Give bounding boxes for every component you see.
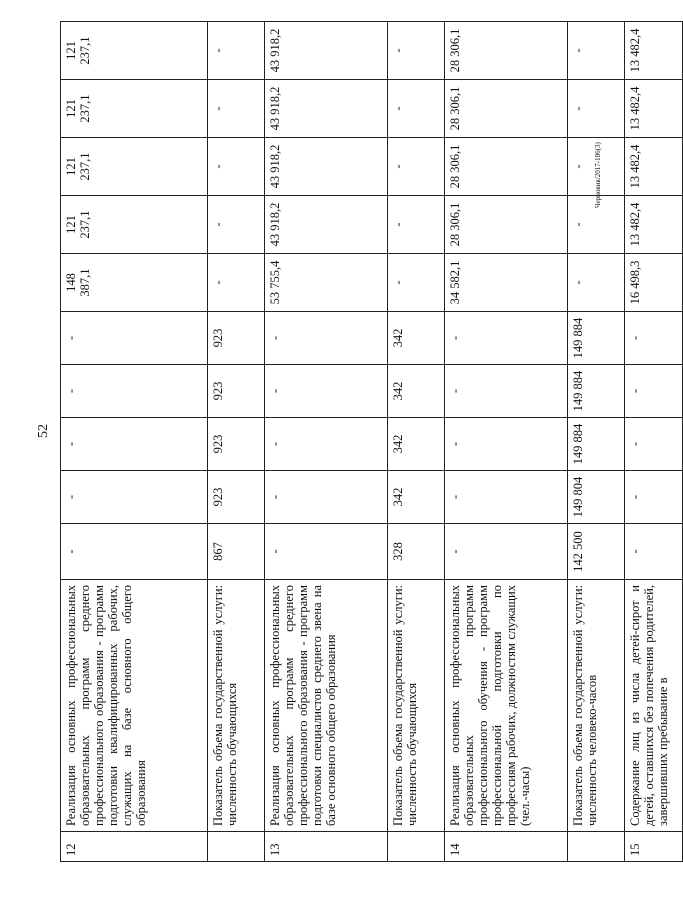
value-cell: - — [265, 418, 388, 471]
value-cell: 923 — [208, 471, 265, 524]
value-cell: 13 482,4 — [625, 138, 683, 196]
value-cell: 342 — [388, 418, 445, 471]
row-description: Реализация основных профессиональных образовательных программ профессионального обучения - программ профессиональной подготовки по профессиям рабочих, должностям служащих (чел.-часы) — [445, 580, 568, 832]
table-row — [61, 22, 208, 862]
value-cell: - — [265, 524, 388, 580]
value-cell: - — [568, 22, 625, 80]
value-cell: 43 918,2 — [265, 22, 388, 80]
value-cell: - — [445, 418, 568, 471]
value-cell: - — [568, 196, 625, 254]
value-cell: 13 482,4 — [625, 80, 683, 138]
value-cell: - — [265, 365, 388, 418]
row-index — [388, 832, 445, 862]
table-row — [388, 22, 445, 862]
value-cell: - — [388, 80, 445, 138]
value-cell: - — [568, 254, 625, 312]
value-cell: - — [208, 138, 265, 196]
value-cell: 28 306,1 — [445, 196, 568, 254]
footer-code-text: Черновик/2017-186(3) — [594, 142, 602, 208]
value-cell: - — [625, 418, 683, 471]
row-description: Показатель объема государственной услуги: численность человеко-часов — [568, 580, 625, 832]
value-cell: - — [568, 138, 625, 196]
table-row — [568, 22, 625, 862]
value-cell: 121 237,1 — [61, 138, 208, 196]
value-cell: - — [61, 524, 208, 580]
value-cell: - — [61, 365, 208, 418]
row-index: 15 — [625, 832, 683, 862]
row-index — [208, 832, 265, 862]
value-cell: 16 498,3 — [625, 254, 683, 312]
value-cell: 43 918,2 — [265, 196, 388, 254]
table-body — [61, 22, 683, 862]
value-cell: - — [208, 196, 265, 254]
row-index: 12 — [61, 832, 208, 862]
value-cell: 923 — [208, 365, 265, 418]
value-cell: 149 884 — [568, 365, 625, 418]
value-cell: 142 500 — [568, 524, 625, 580]
value-cell: - — [445, 312, 568, 365]
row-description: Показатель объема государственной услуги: численность обучающихся — [388, 580, 445, 832]
value-cell: 149 804 — [568, 471, 625, 524]
row-description: Реализация основных профессиональных образовательных программ среднего профессионального образования - программ подготовки квалифицированных рабочих, служащих на базе основного общего образования — [61, 580, 208, 832]
value-cell: - — [625, 312, 683, 365]
row-description: Содержание лиц из числа детей-сирот и детей, оставшихся без попечения родителей, завершивших пребывание в — [625, 580, 683, 832]
value-cell: - — [208, 80, 265, 138]
value-cell: 923 — [208, 418, 265, 471]
value-cell: - — [445, 471, 568, 524]
value-cell: 867 — [208, 524, 265, 580]
value-cell: 149 884 — [568, 312, 625, 365]
value-cell: 342 — [388, 365, 445, 418]
value-cell: - — [208, 22, 265, 80]
value-cell: 328 — [388, 524, 445, 580]
row-index — [568, 832, 625, 862]
value-cell: 13 482,4 — [625, 22, 683, 80]
value-cell: - — [625, 471, 683, 524]
table-row — [265, 22, 388, 862]
value-cell: - — [445, 365, 568, 418]
value-cell: - — [61, 418, 208, 471]
table-row — [625, 22, 683, 862]
value-cell: 53 755,4 — [265, 254, 388, 312]
row-description: Показатель объема государственной услуги: численность обучающихся — [208, 580, 265, 832]
table-row — [445, 22, 568, 862]
value-cell: 148 387,1 — [61, 254, 208, 312]
value-cell: 28 306,1 — [445, 22, 568, 80]
budget-table — [60, 21, 683, 862]
row-index: 14 — [445, 832, 568, 862]
table-row — [208, 22, 265, 862]
value-cell: - — [445, 524, 568, 580]
value-cell: - — [208, 254, 265, 312]
value-cell: 121 237,1 — [61, 80, 208, 138]
page-number: 52 — [36, 424, 51, 438]
value-cell: - — [388, 22, 445, 80]
value-cell: 342 — [388, 312, 445, 365]
value-cell: - — [265, 471, 388, 524]
value-cell: 342 — [388, 471, 445, 524]
value-cell: - — [61, 312, 208, 365]
value-cell: 923 — [208, 312, 265, 365]
row-index: 13 — [265, 832, 388, 862]
value-cell: - — [265, 312, 388, 365]
value-cell: - — [568, 80, 625, 138]
value-cell: 121 237,1 — [61, 196, 208, 254]
value-cell: 13 482,4 — [625, 196, 683, 254]
value-cell: - — [625, 524, 683, 580]
value-cell: 28 306,1 — [445, 138, 568, 196]
value-cell: 43 918,2 — [265, 80, 388, 138]
value-cell: 121 237,1 — [61, 22, 208, 80]
value-cell: - — [61, 471, 208, 524]
row-description: Реализация основных профессиональных образовательных программ среднего профессионального образования - программ подготовки специалистов среднего звена на базе основного общего образования — [265, 580, 388, 832]
value-cell: - — [388, 254, 445, 312]
value-cell: 28 306,1 — [445, 80, 568, 138]
value-cell: - — [625, 365, 683, 418]
value-cell: - — [388, 138, 445, 196]
value-cell: - — [388, 196, 445, 254]
value-cell: 43 918,2 — [265, 138, 388, 196]
value-cell: 34 582,1 — [445, 254, 568, 312]
value-cell: 149 884 — [568, 418, 625, 471]
